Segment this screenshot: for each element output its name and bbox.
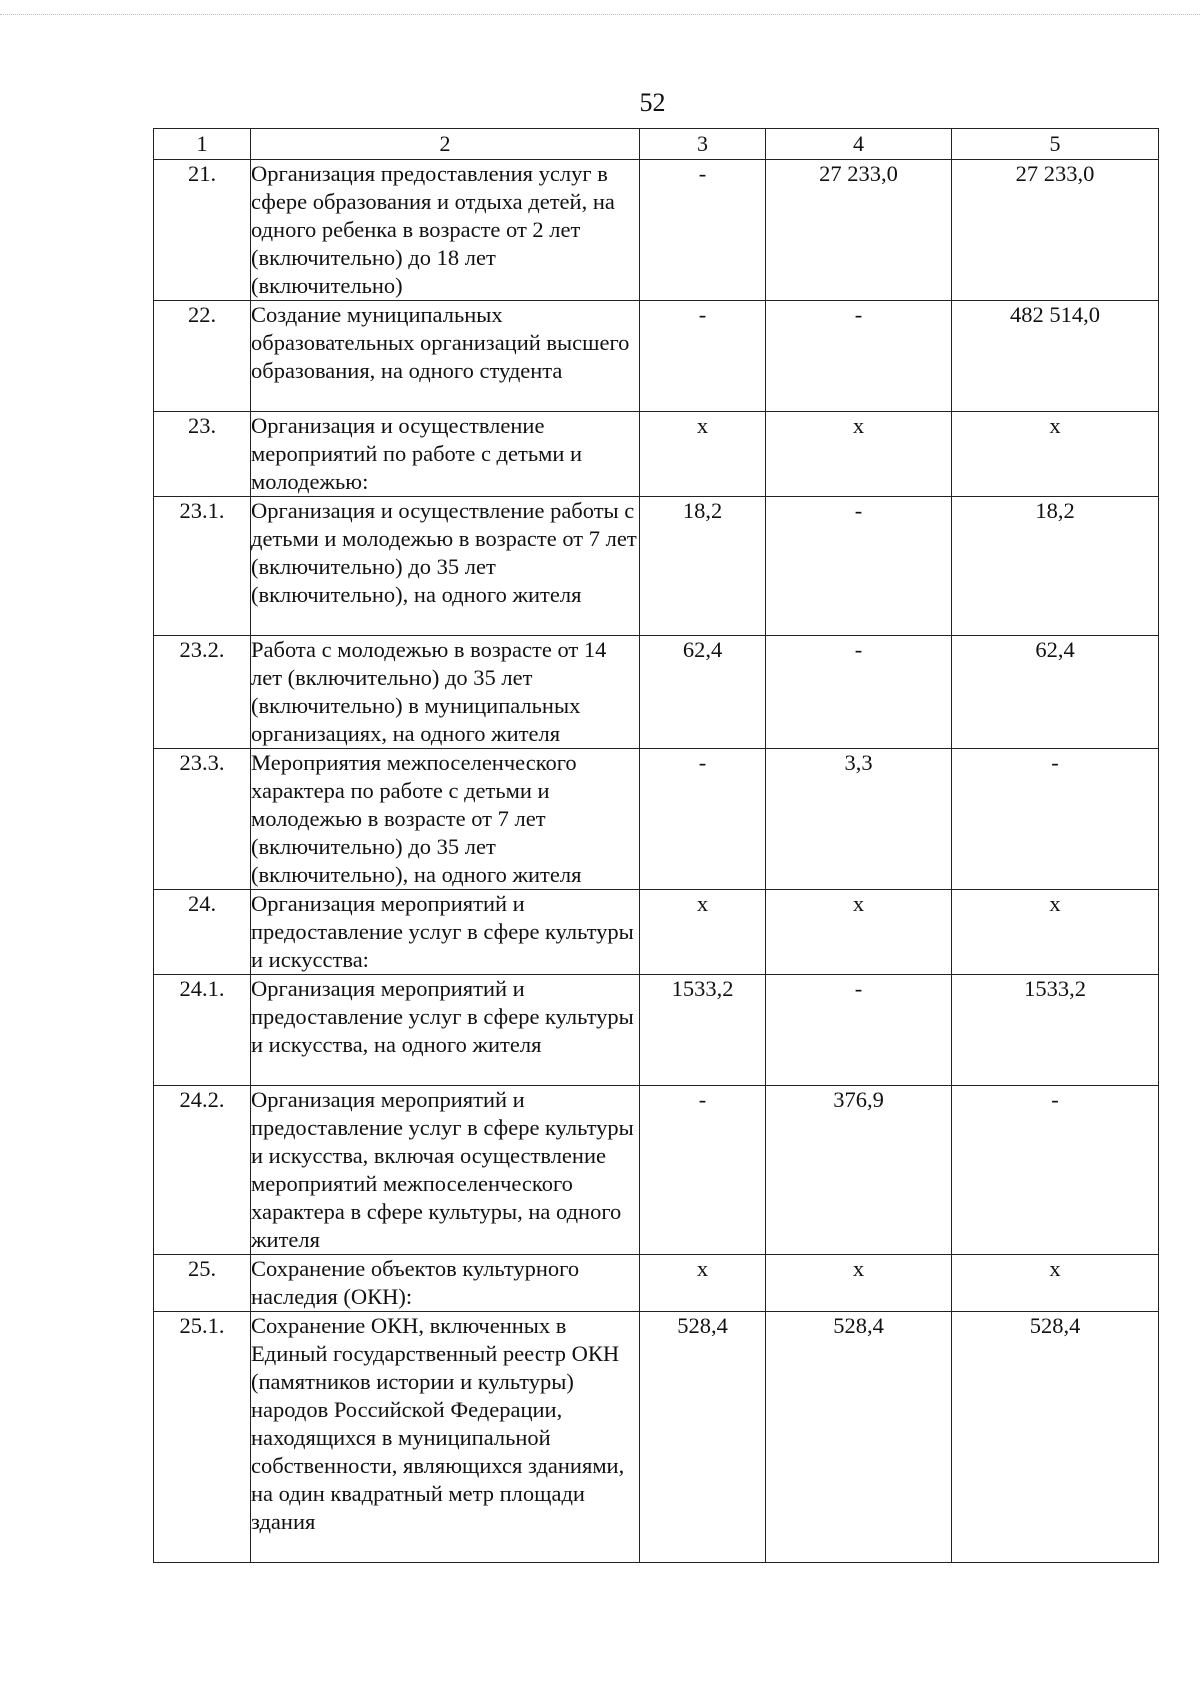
row-value-col5: 18,2: [952, 497, 1159, 636]
column-header: 3: [640, 129, 766, 160]
row-number: 25.: [154, 1255, 251, 1312]
table-row: [154, 890, 1159, 975]
row-description: Сохранение ОКН, включенных в Единый государственный реестр ОКН (памятников истории и культуры) народов Российской Федерации, находящихся в муниципальной собственности, являющихся зданиями, на один квадратный метр площади здания: [251, 1312, 640, 1563]
row-value-col3: -: [640, 301, 766, 412]
row-value-col3: 528,4: [640, 1312, 766, 1563]
row-description: Организация и осуществление мероприятий по работе с детьми и молодежью:: [251, 412, 640, 497]
row-description: Организация мероприятий и предоставление услуг в сфере культуры и искусства, включая осуществление мероприятий межпоселенческого характера в сфере культуры, на одного жителя: [251, 1086, 640, 1255]
table-row: [154, 1255, 1159, 1312]
table-row: [154, 975, 1159, 1086]
table-row: [154, 412, 1159, 497]
row-description: Организация и осуществление работы с детьми и молодежью в возрасте от 7 лет (включительно) до 35 лет (включительно), на одного жителя: [251, 497, 640, 636]
row-description: Создание муниципальных образовательных организаций высшего образования, на одного студента: [251, 301, 640, 412]
row-number: 24.1.: [154, 975, 251, 1086]
row-description: Мероприятия межпоселенческого характера по работе с детьми и молодежью в возрасте от 7 лет (включительно) до 35 лет (включительно), на одного жителя: [251, 749, 640, 890]
row-value-col4: 528,4: [766, 1312, 952, 1563]
row-value-col3: -: [640, 1086, 766, 1255]
row-value-col5: х: [952, 412, 1159, 497]
column-header: 1: [154, 129, 251, 160]
column-header: 4: [766, 129, 952, 160]
table-row: [154, 301, 1159, 412]
column-header: 2: [251, 129, 640, 160]
row-value-col4: -: [766, 636, 952, 749]
row-description: Сохранение объектов культурного наследия (ОКН):: [251, 1255, 640, 1312]
row-value-col4: -: [766, 497, 952, 636]
row-value-col5: -: [952, 1086, 1159, 1255]
row-value-col3: х: [640, 412, 766, 497]
row-value-col5: х: [952, 1255, 1159, 1312]
table-row: [154, 636, 1159, 749]
table-row: [154, 1086, 1159, 1255]
column-header: 5: [952, 129, 1159, 160]
budget-norms-table: [153, 128, 1159, 1563]
row-number: 24.: [154, 890, 251, 975]
row-value-col4: х: [766, 1255, 952, 1312]
row-value-col5: 62,4: [952, 636, 1159, 749]
row-value-col3: 1533,2: [640, 975, 766, 1086]
row-number: 21.: [154, 160, 251, 301]
row-value-col4: х: [766, 890, 952, 975]
row-value-col3: -: [640, 160, 766, 301]
table-header-row: [154, 129, 1159, 160]
row-number: 25.1.: [154, 1312, 251, 1563]
row-value-col3: 18,2: [640, 497, 766, 636]
row-description: Организация мероприятий и предоставление услуг в сфере культуры и искусства:: [251, 890, 640, 975]
row-number: 23.1.: [154, 497, 251, 636]
row-description: Работа с молодежью в возрасте от 14 лет (включительно) до 35 лет (включительно) в муниципальных организациях, на одного жителя: [251, 636, 640, 749]
row-value-col5: 1533,2: [952, 975, 1159, 1086]
row-number: 22.: [154, 301, 251, 412]
row-number: 24.2.: [154, 1086, 251, 1255]
table-row: [154, 497, 1159, 636]
row-value-col3: х: [640, 890, 766, 975]
row-description: Организация мероприятий и предоставление услуг в сфере культуры и искусства, на одного жителя: [251, 975, 640, 1086]
row-description: Организация предоставления услуг в сфере образования и отдыха детей, на одного ребенка в возрасте от 2 лет (включительно) до 18 лет (включительно): [251, 160, 640, 301]
table-row: [154, 749, 1159, 890]
row-number: 23.: [154, 412, 251, 497]
table-row: [154, 160, 1159, 301]
row-value-col5: х: [952, 890, 1159, 975]
row-value-col5: 27 233,0: [952, 160, 1159, 301]
row-number: 23.2.: [154, 636, 251, 749]
row-number: 23.3.: [154, 749, 251, 890]
row-value-col3: х: [640, 1255, 766, 1312]
table-row: [154, 1312, 1159, 1563]
row-value-col3: 62,4: [640, 636, 766, 749]
page-number: 52: [639, 88, 666, 117]
row-value-col5: -: [952, 749, 1159, 890]
row-value-col4: 3,3: [766, 749, 952, 890]
row-value-col4: 27 233,0: [766, 160, 952, 301]
row-value-col5: 482 514,0: [952, 301, 1159, 412]
scan-top-edge: [0, 14, 1200, 15]
row-value-col3: -: [640, 749, 766, 890]
row-value-col4: -: [766, 301, 952, 412]
row-value-col4: х: [766, 412, 952, 497]
row-value-col5: 528,4: [952, 1312, 1159, 1563]
row-value-col4: 376,9: [766, 1086, 952, 1255]
row-value-col4: -: [766, 975, 952, 1086]
